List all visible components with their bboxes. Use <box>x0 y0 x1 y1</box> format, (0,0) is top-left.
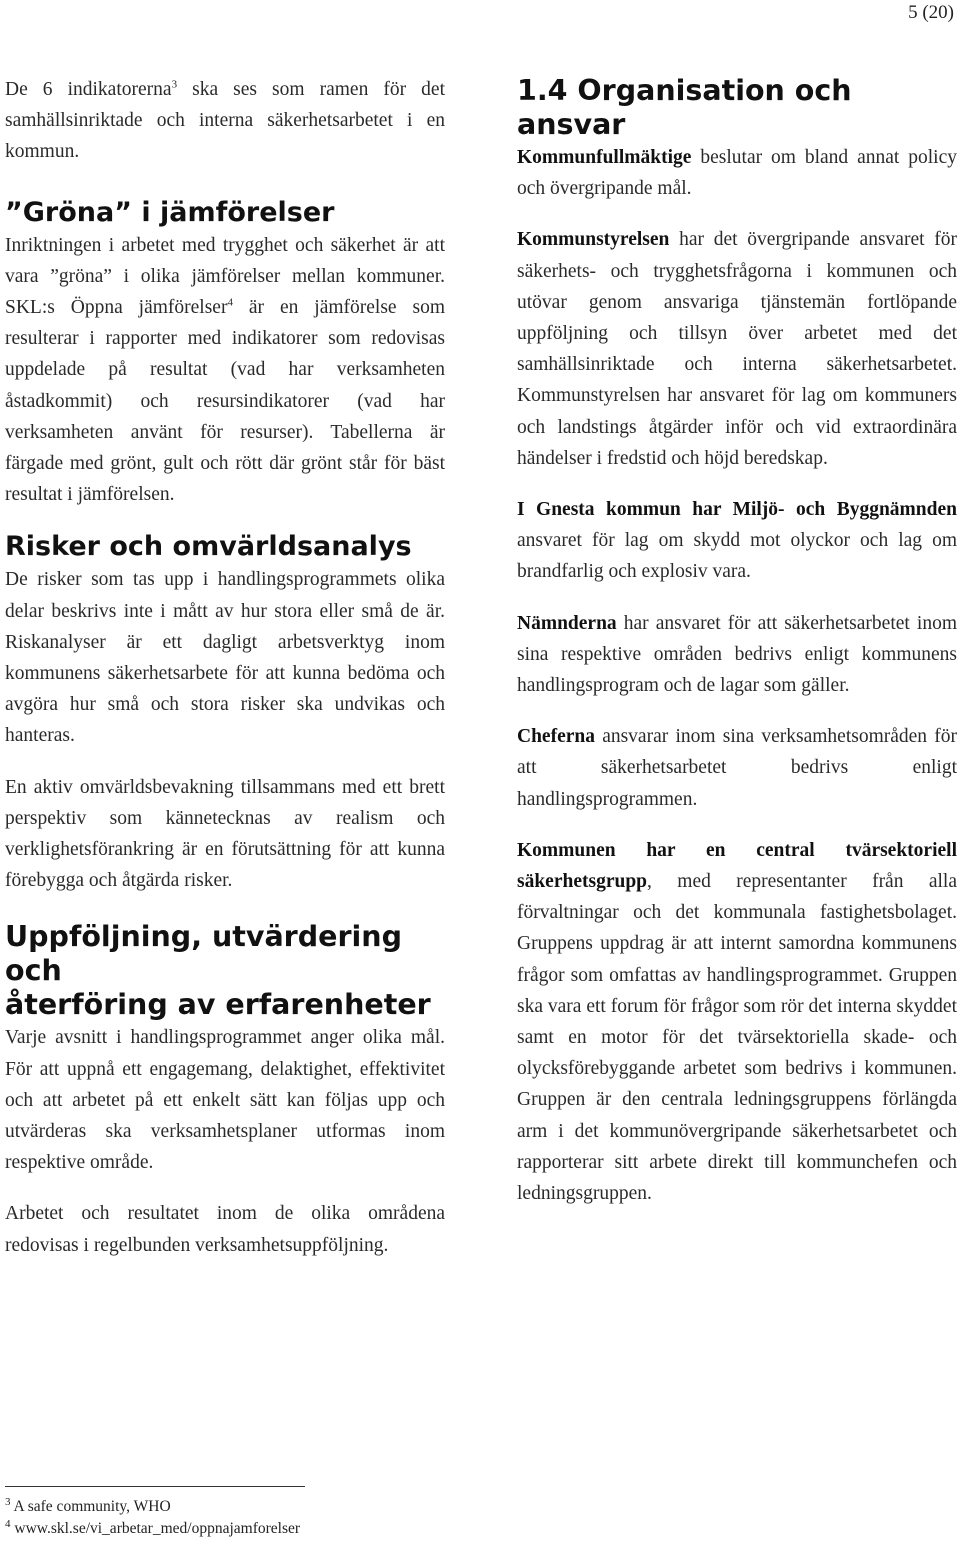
footnote-3: $^3$ A safe community, WHO <box>5 1495 171 1515</box>
footnote-ref-3[interactable]: 3 <box>171 78 178 91</box>
heading-risker: Risker och omvärldsanalys <box>5 531 412 563</box>
uppfoljning-paragraph-1: Varje avsnitt i handlingsprogrammet anger olika mål. För att uppnå ett engagemang, delaktighet, effektivitet och att arbetet på ett enkelt sätt kan följas upp och utvärderas ska verksamhetsplaner utformas inom respektive område. <box>5 1027 445 1174</box>
risker-paragraph-1: De risker som tas upp i handlingsprogrammets olika delar beskrivs inte i mått av hur stora eller små de är. Riskanalyser är ett dagligt arbetsverktyg inom kommunens säkerhetsarbete för att kunna bedöma och avgöra hur små och stora risker ska undvikas och hanteras. <box>5 569 445 747</box>
intro-paragraph: De 6 indikatorerna$^3$ ska ses som ramen för det samhällsinriktade och interna säkerhetsarbetet i en kommun. <box>5 78 445 163</box>
sakerhetsgrupp-paragraph: Kommunen har en central tvärsektoriell säkerhetsgrupp, med representanter från alla förvaltningar och det kommunala fastighetsbolaget. Gruppens uppdrag är att internt samordna kommunens frågor som omfattas av handlingsprogrammet. Gruppen ska vara ett forum för frågor som rör det interna skyddet samt en motor för det tvärsektoriella skade- och olycksförebyggande arbetet som bedrivs i kommunen. Gruppen är den centrala ledningsgruppens förlängda arm i det kommunövergripande säkerhetsarbetet och rapporterar sitt arbete direkt till kommunchefen och ledningsgruppen. <box>517 839 957 1205</box>
footnote-4: $^4$ www.skl.se/vi_arbetar_med/oppnajamforelser <box>5 1517 301 1537</box>
footnote-ref-4[interactable]: 4 <box>227 296 233 309</box>
cheferna-paragraph: Cheferna ansvarar inom sina verksamhetsområden för att säkerhetsarbetet bedrivs enligt handlingsprogrammen. <box>517 726 957 810</box>
right-column <box>517 74 957 1209</box>
heading-grona: ”Gröna” i jämförelser <box>5 196 335 228</box>
risker-paragraph-2: En aktiv omvärldsbevakning tillsammans med ett brett perspektiv som kännetecknas av realism och verklighetsförankring är en förutsättning för att kunna förebygga och åtgärda risker. <box>5 776 445 892</box>
footnote-divider <box>5 1486 305 1487</box>
miljo-bygg-paragraph: I Gnesta kommun har Miljö- och Byggnämnden ansvaret för lag om skydd mot olyckor och lag om brandfarlig och explosiv vara. <box>517 499 957 583</box>
footnotes <box>5 1496 300 1540</box>
kommunfullmaktige-paragraph: Kommunfullmäktige beslutar om bland annat policy och övergripande mål. <box>517 147 957 200</box>
grona-paragraph: Inriktningen i arbetet med trygghet och säkerhet är att vara ”gröna” i olika jämförelser mellan kommuner. SKL:s Öppna jämförelser$^4$ är en jämförelse som resulterar i rapporter med indikatorer som redovisas uppdelade på resultat (vad har verksamheten åstadkommit) och resursindikatorer (vad har verksamheten använt för resurser). Tabellerna är färgade med grönt, gult och rött där grönt står för bäst resultat i jämförelsen. <box>5 234 446 506</box>
page-number: 5 (20) <box>908 2 954 23</box>
heading-organisation: 1.4 Organisation och ansvar <box>517 74 852 141</box>
footnote-4-link[interactable]: www.skl.se/vi_arbetar_med/oppnajamforelser <box>10 1520 301 1537</box>
uppfoljning-paragraph-2: Arbetet och resultatet inom de olika områdena redovisas i regelbunden verksamhetsuppföljning. <box>5 1203 445 1256</box>
left-column <box>5 74 445 1261</box>
heading-uppfoljning: Uppföljning, utvärdering och återföring av erfarenheter <box>5 920 431 1022</box>
kommunstyrelsen-paragraph: Kommunstyrelsen har det övergripande ansvaret för säkerhets- och trygghetsfrågorna i kommunen och utövar genom ansvariga tjänstemän fortlöpande uppföljning och tillsyn över arbetet med det samhällsinriktade och interna säkerhetsarbetet. Kommunstyrelsen har ansvaret för lag om kommuners och landstings åtgärder inför och vid extraordinära händelser i fredstid och höjd beredskap. <box>517 229 957 469</box>
namnderna-paragraph: Nämnderna har ansvaret för att säkerhetsarbetet inom sina respektive områden bedrivs enligt kommunens handlingsprogram och de lagar som gäller. <box>517 612 957 697</box>
